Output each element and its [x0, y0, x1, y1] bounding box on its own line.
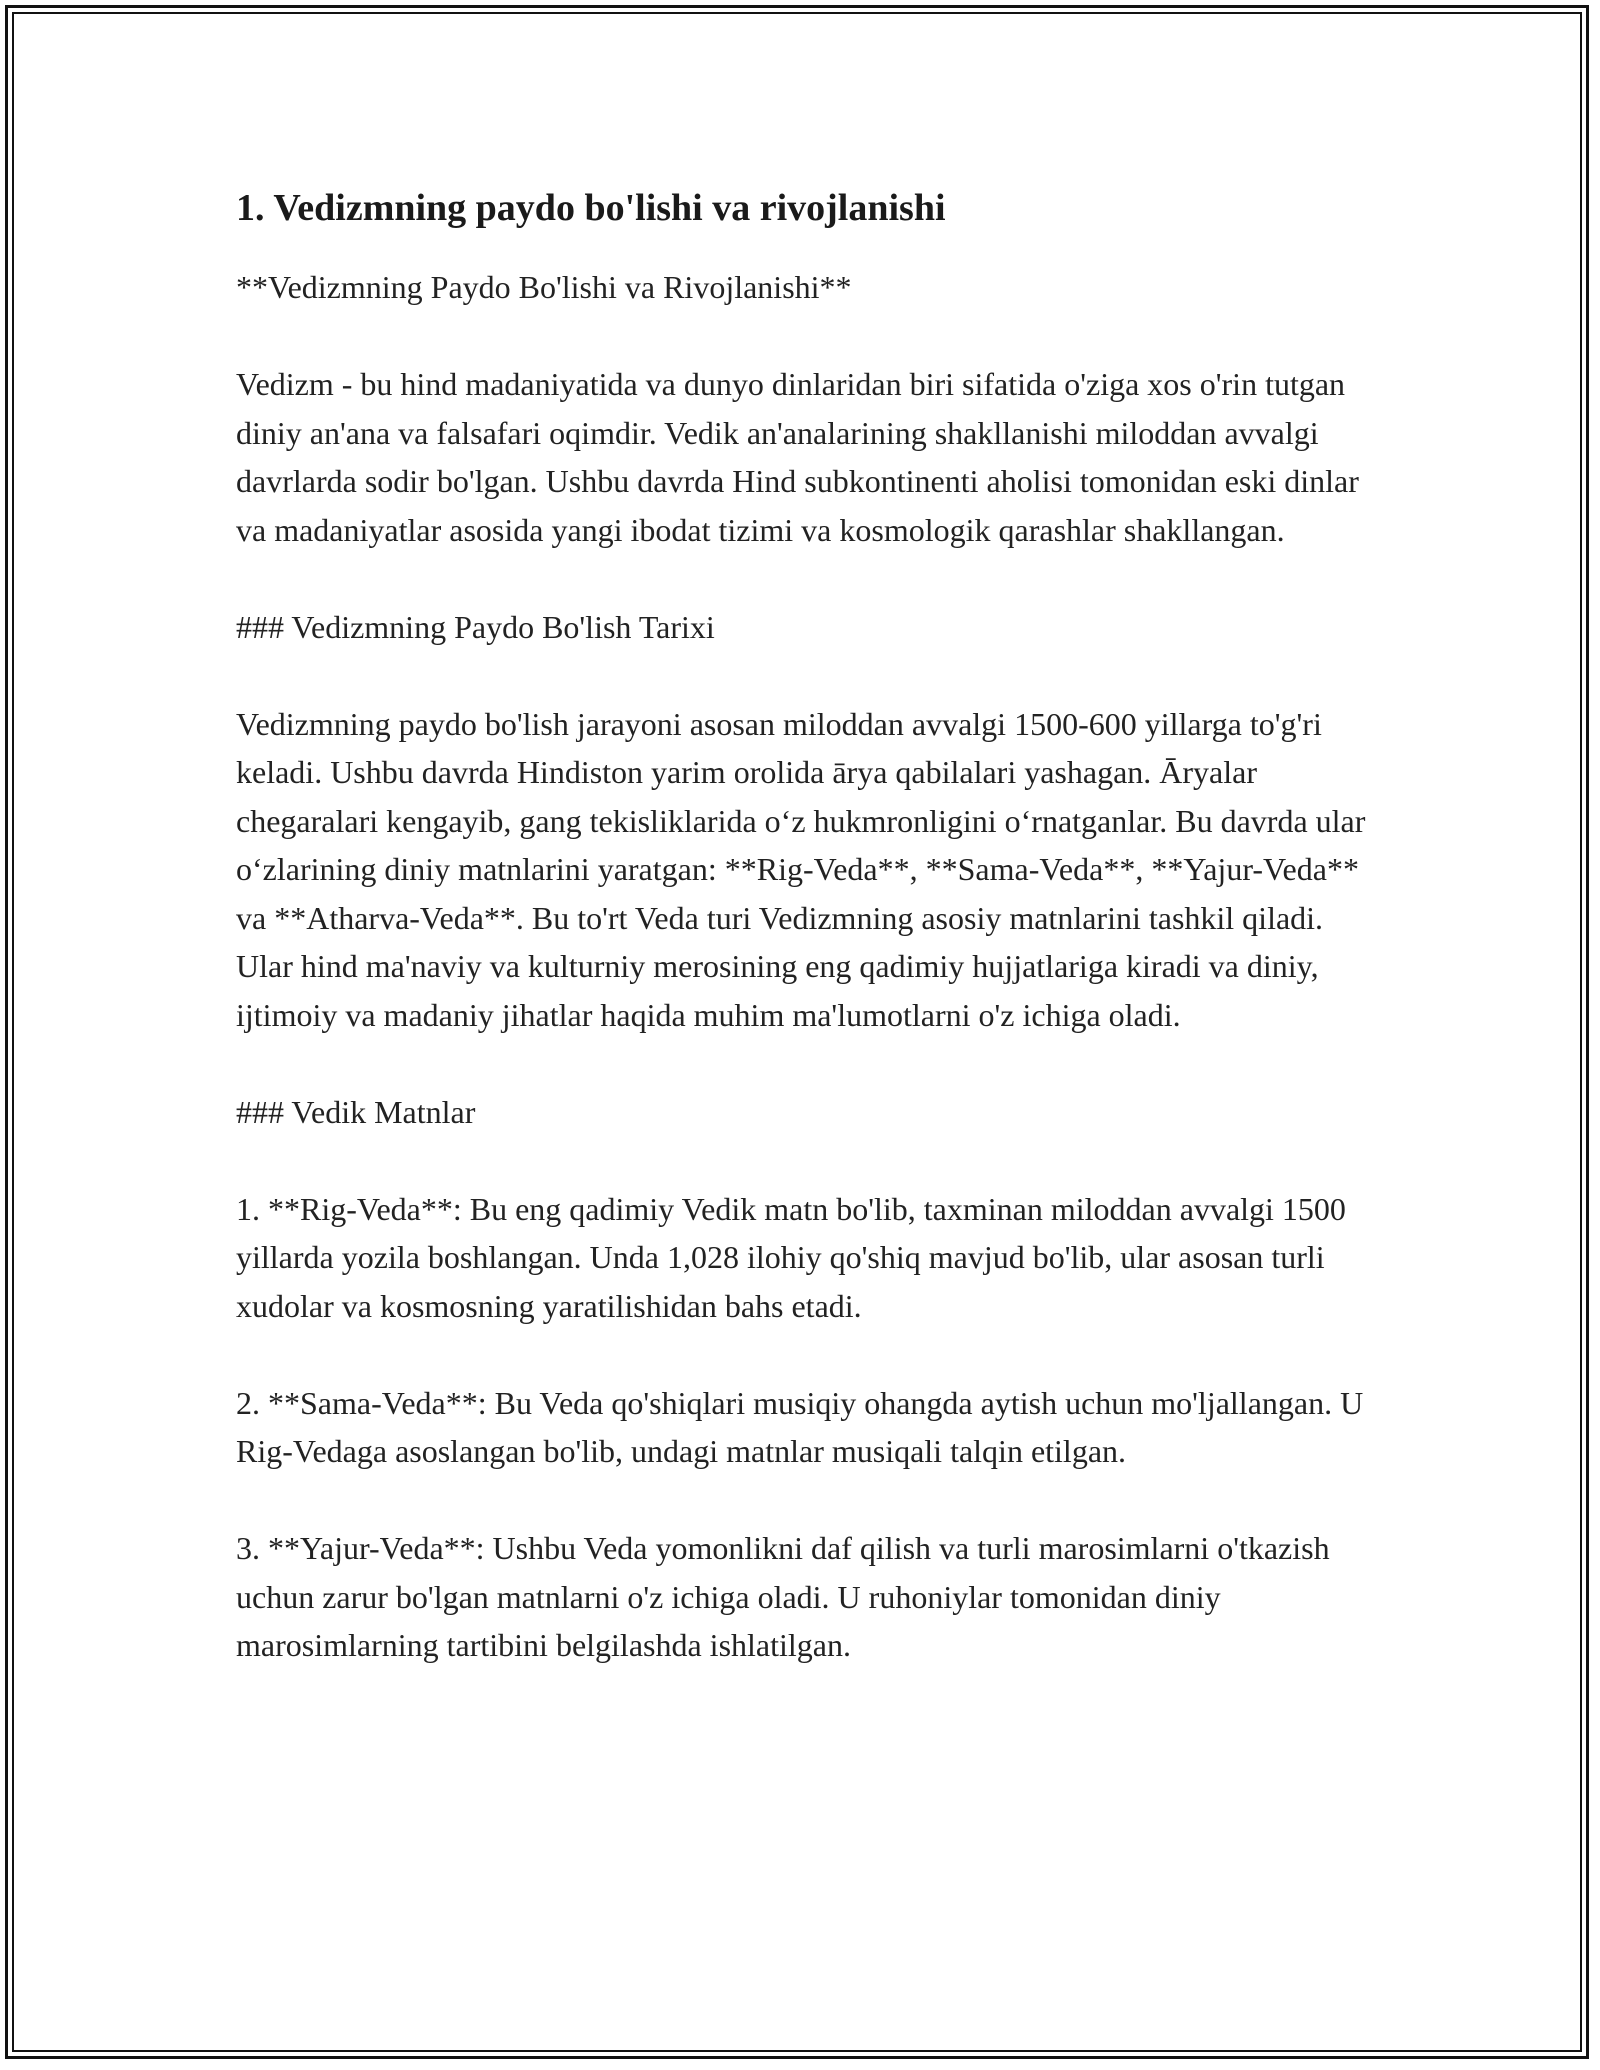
history-paragraph: Vedizmning paydo bo'lish jarayoni asosan miloddan avvalgi 1500-600 yillarga to'g'ri keladi. Ushbu davrda Hindiston yarim orolida ārya qabilalari yashagan. Āryalar chegaralari kengayib, gang tekisliklarida o‘z hukmronligini o‘rnatganlar. Bu davrda ular o‘zlarining diniy matnlarini yaratgan: **Rig-Veda**, **Sama-Veda**, **Yajur-Veda** va **Atharva-Veda**. Bu to'rt Veda turi Vedizmning asosiy matnlarini tashkil qiladi. Ular hind ma'naviy va kulturniy merosining eng qadimiy hujjatlariga kiradi va diniy, ijtimoiy va madaniy jihatlar haqida muhim ma'lumotlarni o'z ichiga oladi. [236, 705, 1366, 1033]
document-title: 1. Vedizmning paydo bo'lishi va rivojlanishi [236, 187, 946, 229]
paragraph-gap [236, 554, 1366, 603]
list-item-sama-veda: 2. **Sama-Veda**: Bu Veda qo'shiqlari musiqiy ohangda aytish uchun mo'ljallangan. U Rig-Vedaga asoslangan bo'lib, undagi matnlar musiqali talqin etilgan. [236, 1384, 1364, 1469]
paragraph-gap [236, 1330, 1366, 1379]
intro-paragraph: Vedizm - bu hind madaniyatida va dunyo dinlaridan biri sifatida o'ziga xos o'rin tutgan diniy an'ana va falsafari oqimdir. Vedik an'analarining shakllanishi miloddan avvalgi davrlarda sodir bo'lgan. Ushbu davrda Hind subkontinenti aholisi tomonidan eski dinlar va madaniyatlar asosida yangi ibodat tizimi va kosmologik qarashlar shakllangan. [236, 366, 1359, 548]
list-item-yajur-veda: 3. **Yajur-Veda**: Ushbu Veda yomonlikni daf qilish va turli marosimlarni o'tkazish uchun zarur bo'lgan matnlarni o'z ichiga oladi. U ruhoniylar tomonidan diniy marosimlarning tartibini belgilashda ishlatilgan. [236, 1530, 1330, 1663]
paragraph-gap [236, 1136, 1366, 1185]
paragraph-gap [236, 1039, 1366, 1088]
paragraph-gap [236, 312, 1366, 361]
document-subtitle: **Vedizmning Paydo Bo'lishi va Rivojlanishi** [236, 269, 852, 305]
list-item-rig-veda: 1. **Rig-Veda**: Bu eng qadimiy Vedik matn bo'lib, taxminan miloddan avvalgi 1500 yillarda yozila boshlangan. Unda 1,028 ilohiy qo'shiq mavjud bo'lib, ular asosan turli xudolar va kosmosning yaratilishidan bahs etadi. [236, 1190, 1346, 1324]
paragraph-gap [236, 651, 1366, 700]
document-body [236, 185, 1366, 1670]
section-heading-history: ### Vedizmning Paydo Bo'lish Tarixi [236, 608, 715, 645]
section-heading-texts: ### Vedik Matnlar [236, 1093, 476, 1130]
paragraph-gap [236, 1476, 1366, 1525]
